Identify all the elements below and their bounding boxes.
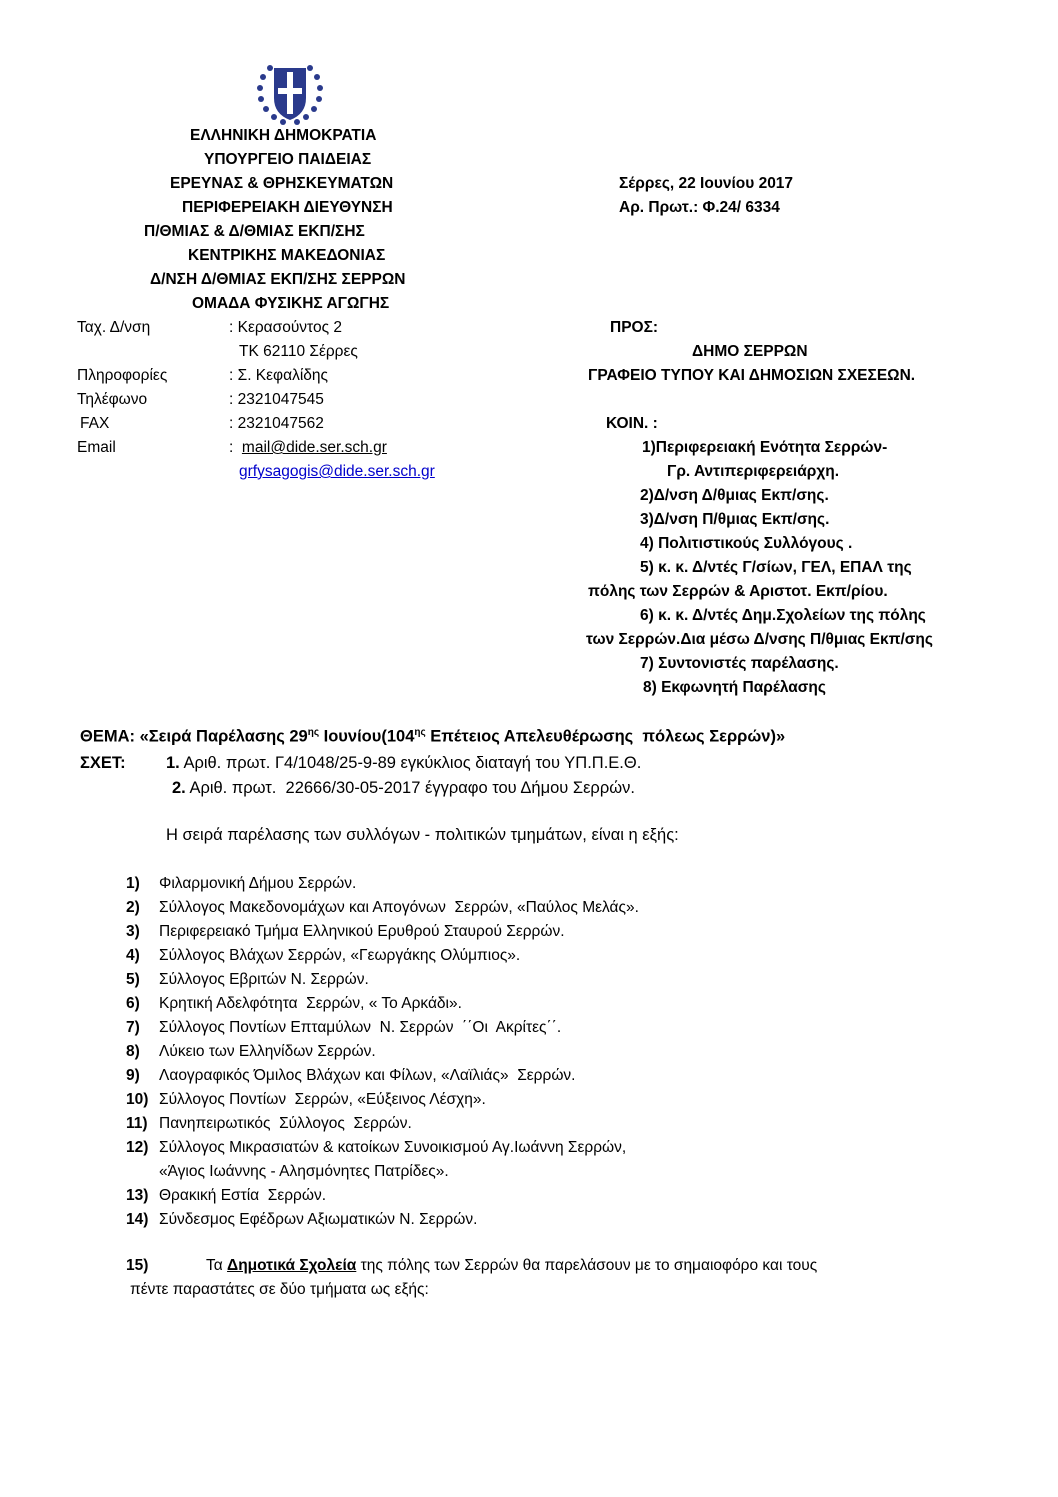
list-item-num: 14) xyxy=(126,1211,149,1228)
list-item-num: 1) xyxy=(126,875,140,892)
contact-address-label: Ταχ. Δ/νση xyxy=(77,319,151,336)
contact-info-label: Πληροφορίες xyxy=(77,367,168,384)
cc-line-2: 2)Δ/νση Δ/θμιας Εκπ/σης. xyxy=(640,487,829,504)
list-item xyxy=(126,1115,412,1134)
header-line-directorate: Δ/ΝΣΗ Δ/ΘΜΙΑΣ ΕΚΠ/ΣΗΣ ΣΕΡΡΩΝ xyxy=(150,271,406,288)
list-item-text: Λαογραφικός Όμιλος Βλάχων και Φίλων, «Λαϊλιάς» Σερρών. xyxy=(159,1067,576,1084)
header-line-pe-team: ΟΜΑΔΑ ΦΥΣΙΚΗΣ ΑΓΩΓΗΣ xyxy=(192,295,390,312)
list-item-num: 3) xyxy=(126,923,140,940)
cc-line-4: 4) Πολιτιστικούς Συλλόγους . xyxy=(640,535,853,552)
list-item-text: Σύλλογος Βλάχων Σερρών, «Γεωργάκης Ολύμπιος». xyxy=(159,947,521,964)
list-item-continuation: «Άγιος Ιωάννης - Αλησμόνητες Πατρίδες». xyxy=(159,1163,449,1180)
contact-phone-label: Τηλέφωνο xyxy=(77,391,148,408)
cc-line-8: 8) Εκφωνητή Παρέλασης xyxy=(643,679,826,696)
list-item xyxy=(126,1019,561,1038)
cc-line-5b: πόλης των Σερρών & Αριστοτ. Εκπ/ρίου. xyxy=(588,583,888,600)
document-date: Σέρρες, 22 Ιουνίου 2017 xyxy=(619,175,794,192)
list-item-num: 7) xyxy=(126,1019,140,1036)
list-item-text: Σύλλογος Ποντίων Επταμύλων Ν. Σερρών ΄΄Οι Ακρίτες΄΄. xyxy=(159,1019,562,1036)
list-item-text: Λύκειο των Ελληνίδων Σερρών. xyxy=(159,1043,376,1060)
contact-postcode-value: ΤΚ 62110 Σέρρες xyxy=(239,343,358,360)
header-line-ministry: ΥΠΟΥΡΓΕΙΟ ΠΑΙΔΕΙΑΣ xyxy=(204,151,372,168)
contact-email-row xyxy=(229,439,387,458)
item15-bold: Δημοτικά Σχολεία xyxy=(227,1257,357,1274)
contact-fax-value: : 2321047562 xyxy=(229,415,324,432)
header-line-regional: ΠΕΡΙΦΕΡΕΙΑΚΗ ΔΙΕΥΘΥΝΣΗ xyxy=(182,199,393,216)
contact-info-value: : Σ. Κεφαλίδης xyxy=(229,367,328,384)
list-item xyxy=(126,1091,486,1110)
list-item-num: 12) xyxy=(126,1139,149,1156)
list-item xyxy=(126,1187,326,1206)
list-item-text: Σύλλογος Μικρασιατών & κατοίκων Συνοικισμού Αγ.Ιωάννη Σερρών, xyxy=(159,1139,627,1156)
contact-address-value: : Κερασούντος 2 xyxy=(229,319,342,336)
list-item-text: Περιφερειακό Τμήμα Ελληνικού Ερυθρού Σταυρού Σερρών. xyxy=(159,923,565,940)
subject-line xyxy=(80,727,785,747)
list-item-num: 11) xyxy=(126,1115,148,1132)
list-item-num: 5) xyxy=(126,971,140,988)
contact-phone-value: : 2321047545 xyxy=(229,391,324,408)
subject-text-c: Επέτειος Απελευθέρωσης πόλεως Σερρών)» xyxy=(425,727,786,746)
list-item-num: 6) xyxy=(126,995,140,1012)
cc-line-7: 7) Συντονιστές παρέλασης. xyxy=(640,655,839,672)
email-link-pe[interactable]: grfysagogis@dide.ser.sch.gr xyxy=(239,463,435,480)
list-item xyxy=(126,1139,626,1158)
list-item-text: Σύνδεσμος Εφέδρων Αξιωματικών Ν. Σερρών. xyxy=(159,1211,478,1228)
list-item-text: Σύλλογος Ποντίων Σερρών, «Εύξεινος Λέσχη». xyxy=(159,1091,486,1108)
subject-sup-a: ης xyxy=(307,727,320,738)
list-item-num: 10) xyxy=(126,1091,149,1108)
list-item-text: Θρακική Εστία Σερρών. xyxy=(159,1187,327,1204)
cc-line-3: 3)Δ/νση Π/θμιας Εκπ/σης. xyxy=(640,511,830,528)
related-item-2-num: 2. xyxy=(172,779,186,797)
header-line-research: ΕΡΕΥΝΑΣ & ΘΡΗΣΚΕΥΜΑΤΩΝ xyxy=(170,175,394,192)
header-line-education: Π/ΘΜΙΑΣ & Δ/ΘΜΙΑΣ ΕΚΠ/ΣΗΣ xyxy=(144,223,365,240)
contact-fax-label: FAX xyxy=(80,415,110,432)
to-line-press-office: ΓΡΑΦΕΙΟ ΤΥΠΟΥ ΚΑΙ ΔΗΜΟΣΙΩΝ ΣΧΕΣΕΩΝ. xyxy=(588,367,916,384)
cc-label: ΚΟΙΝ. : xyxy=(606,415,658,432)
to-line-municipality: ΔΗΜΟ ΣΕΡΡΩΝ xyxy=(692,343,808,360)
list-item xyxy=(126,875,356,894)
related-item-1-text: Αριθ. πρωτ. Γ4/1048/25-9-89 εγκύκλιος διαταγή του ΥΠ.Π.Ε.Θ. xyxy=(179,754,642,772)
cc-line-6: 6) κ. κ. Δ/ντές Δημ.Σχολείων της πόλης xyxy=(640,607,926,624)
intro-text: Η σειρά παρέλασης των συλλόγων - πολιτικών τμημάτων, είναι η εξής: xyxy=(166,826,679,844)
related-item-2-text: Αριθ. πρωτ. 22666/30-05-2017 έγγραφο του Δήμου Σερρών. xyxy=(185,779,635,797)
related-label: ΣΧΕΤ: xyxy=(80,754,126,772)
list-item xyxy=(126,947,520,966)
list-item-text: Σύλλογος Μακεδονομάχων και Απογόνων Σερρών, «Παύλος Μελάς». xyxy=(159,899,639,916)
greek-coat-of-arms-icon xyxy=(250,58,330,128)
list-item-num: 2) xyxy=(126,899,140,916)
list-item-text: Φιλαρμονική Δήμου Σερρών. xyxy=(159,875,357,892)
item15-line1 xyxy=(126,1257,817,1276)
list-item xyxy=(126,923,565,942)
cc-line-6b: των Σερρών.Δια μέσω Δ/νσης Π/θμιας Εκπ/σης xyxy=(586,631,933,648)
related-item-1 xyxy=(166,754,641,774)
cc-line-1: 1)Περιφερειακή Ενότητα Σερρών- xyxy=(642,439,888,456)
list-item xyxy=(126,995,462,1014)
list-item xyxy=(126,899,639,918)
subject-sup-b: ης xyxy=(414,727,426,738)
list-item-text: Πανηπειρωτικός Σύλλογος Σερρών. xyxy=(159,1115,412,1132)
subject-text-b: Ιουνίου(104 xyxy=(319,727,415,746)
list-item-num: 13) xyxy=(126,1187,149,1204)
list-item-text: Σύλλογος Εβριτών Ν. Σερρών. xyxy=(159,971,369,988)
cc-line-1b: Γρ. Αντιπεριφερειάρχη. xyxy=(667,463,840,480)
to-label: ΠΡΟΣ: xyxy=(610,319,659,336)
list-item xyxy=(126,1211,477,1230)
item15-num: 15) xyxy=(126,1257,149,1274)
list-item xyxy=(126,1043,376,1062)
list-item xyxy=(126,971,369,990)
item15-post: της πόλης των Σερρών θα παρελάσουν με το σημαιοφόρο και τους xyxy=(356,1257,818,1274)
item15-line2: πέντε παραστάτες σε δύο τμήματα ως εξής: xyxy=(130,1281,429,1298)
subject-text-a: «Σειρά Παρέλασης 29 xyxy=(139,727,308,746)
contact-email-prefix: : xyxy=(229,439,242,456)
cc-line-5: 5) κ. κ. Δ/ντές Γ/σίων, ΓΕΛ, ΕΠΑΛ της xyxy=(640,559,912,576)
protocol-number: Αρ. Πρωτ.: Φ.24/ 6334 xyxy=(619,199,780,216)
item15-pre: Τα xyxy=(206,1257,228,1274)
related-item-1-num: 1. xyxy=(166,754,180,772)
list-item-num: 8) xyxy=(126,1043,140,1060)
header-line-republic: ΕΛΛΗΝΙΚΗ ΔΗΜΟΚΡΑΤΙΑ xyxy=(190,127,377,144)
header-line-macedonia: ΚΕΝΤΡΙΚΗΣ ΜΑΚΕΔΟΝΙΑΣ xyxy=(188,247,386,264)
related-item-2 xyxy=(172,779,635,799)
list-item-num: 4) xyxy=(126,947,140,964)
list-item-text: Κρητική Αδελφότητα Σερρών, « Το Αρκάδι». xyxy=(159,995,462,1012)
email-link-main[interactable]: mail@dide.ser.sch.gr xyxy=(241,439,387,456)
list-item xyxy=(126,1067,575,1086)
subject-label: ΘΕΜΑ: xyxy=(80,727,135,746)
list-item-num: 9) xyxy=(126,1067,140,1084)
contact-email-label: Email xyxy=(77,439,116,456)
